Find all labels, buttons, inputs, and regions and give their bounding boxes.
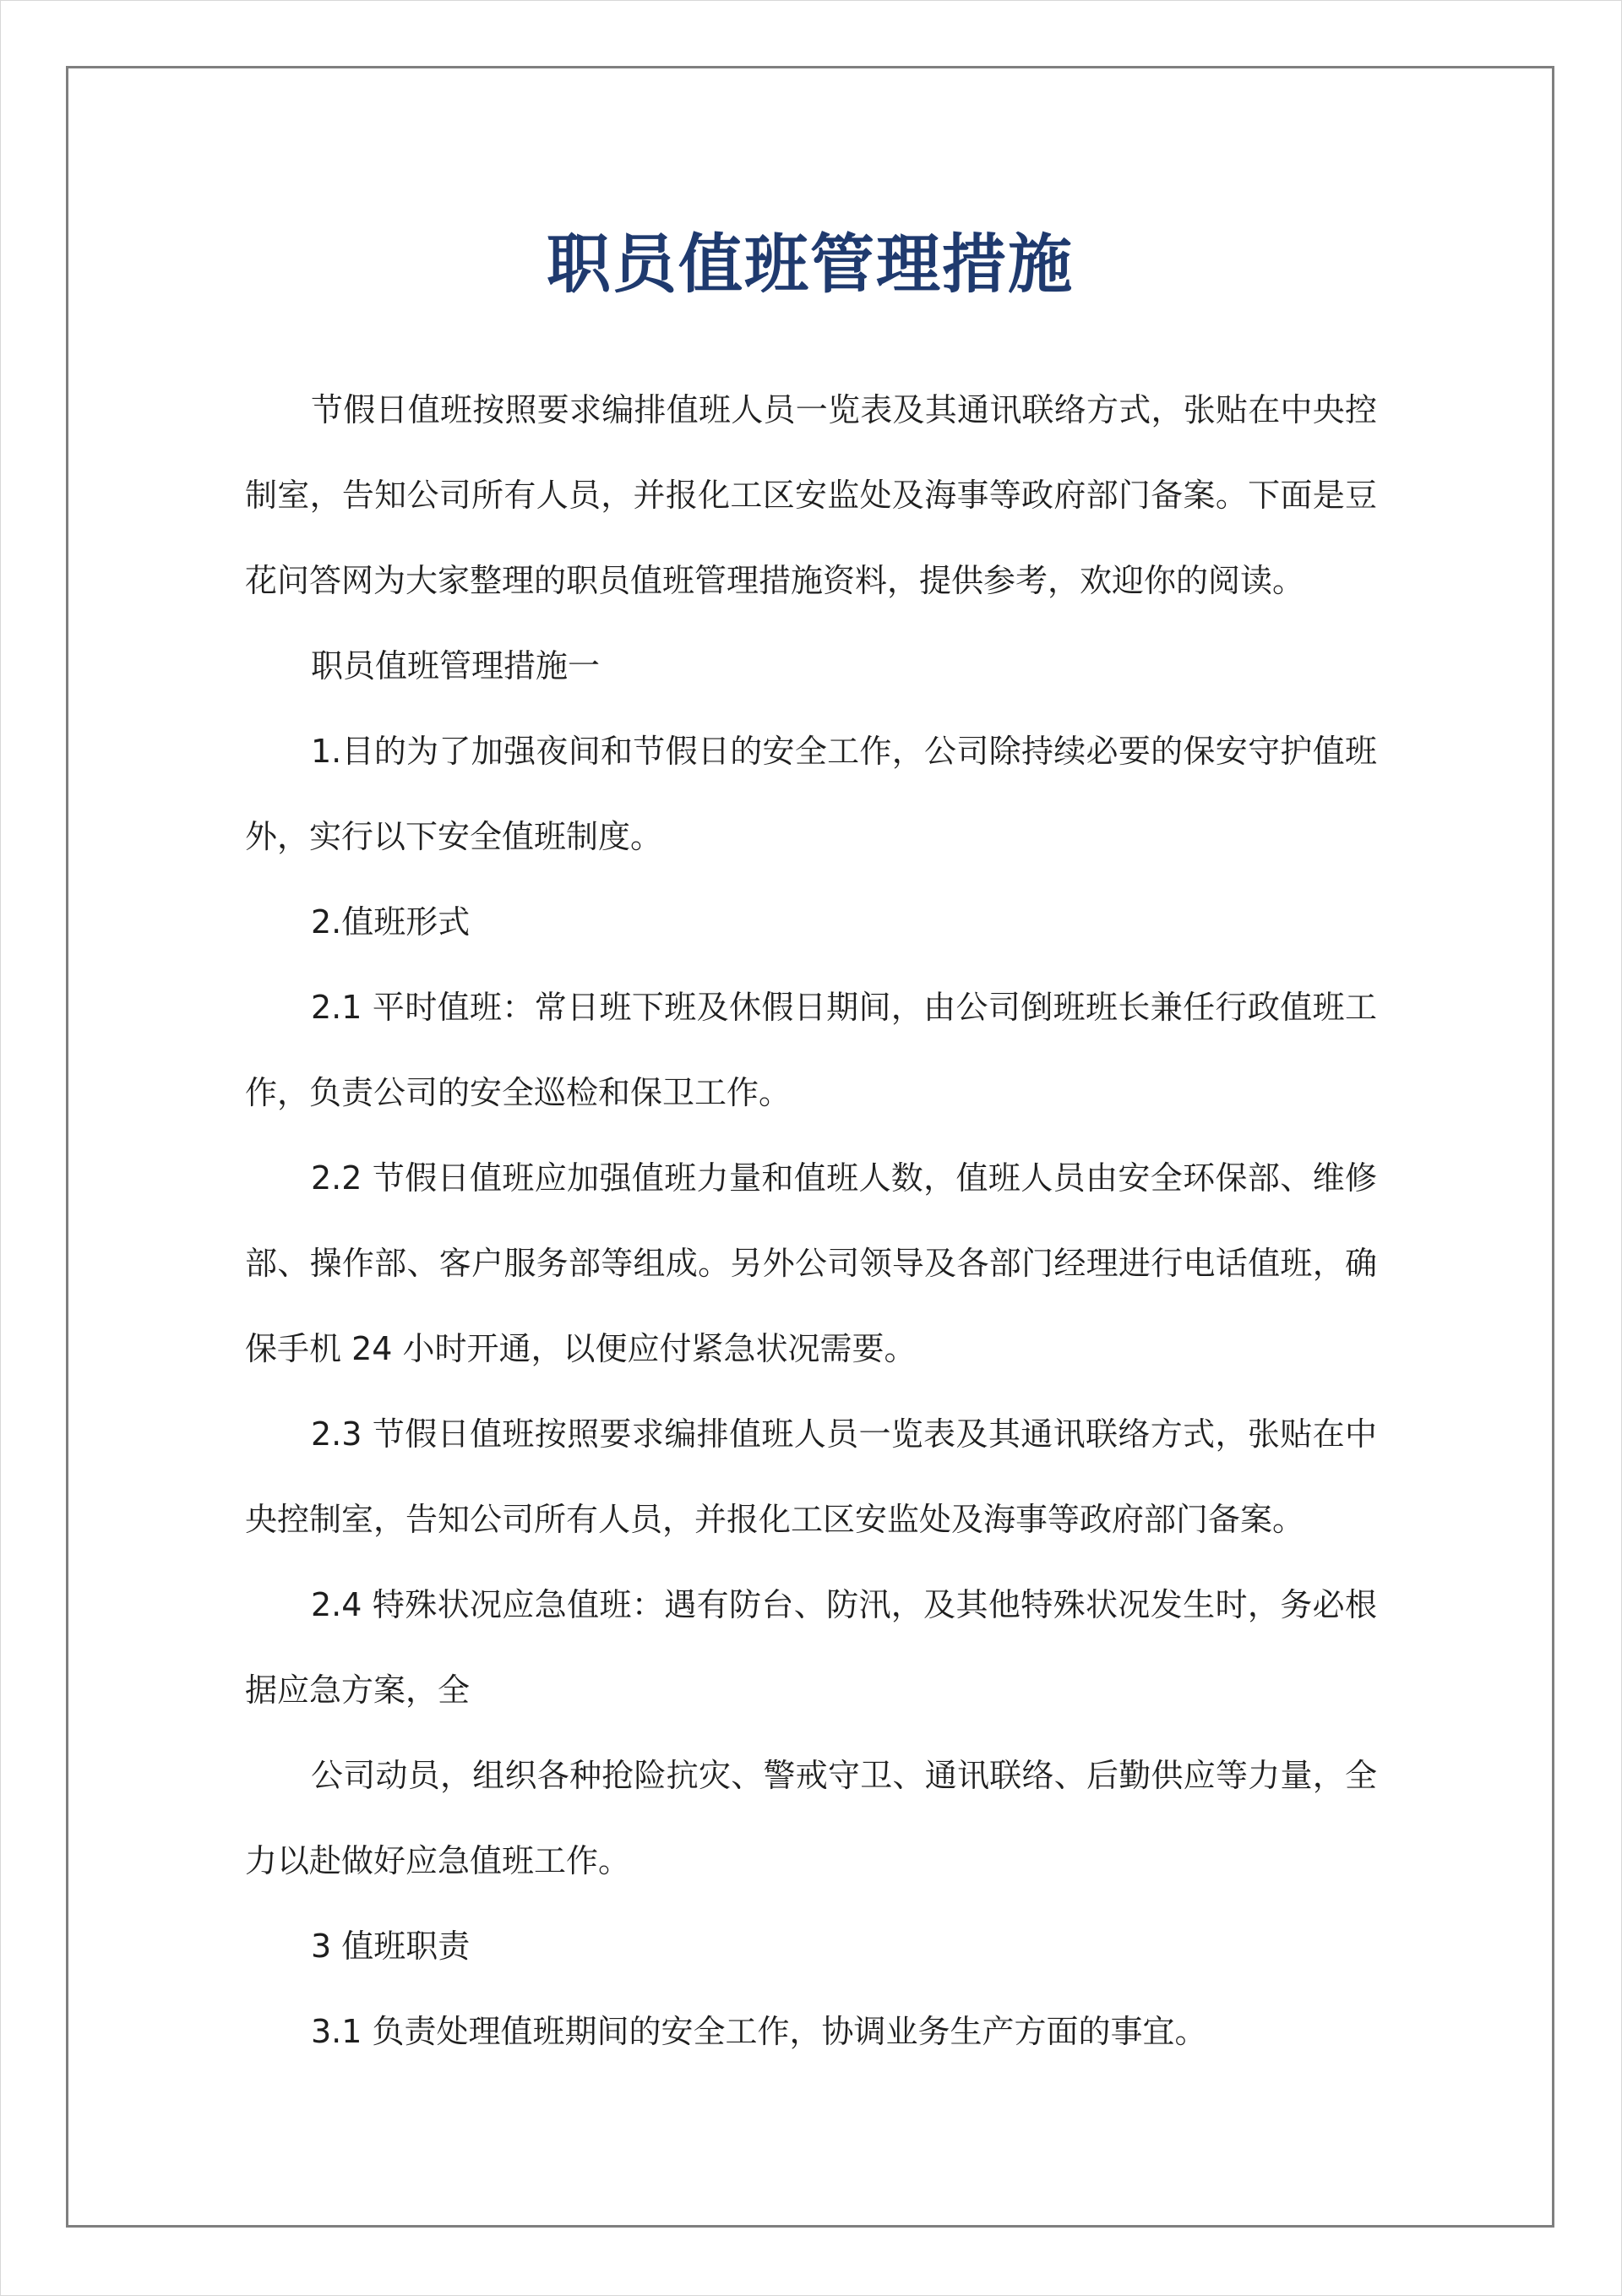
- purpose-paragraph: 1.目的为了加强夜间和节假日的安全工作，公司除持续必要的保安守护值班外，实行以下安全值班制度。: [245, 733, 1377, 855]
- clause-paragraph: 2.1 平时值班：常日班下班及休假日期间，由公司倒班班长兼任行政值班工作，负责公司的安全巡检和保卫工作。: [245, 989, 1377, 1111]
- section-heading: 职员值班管理措施一: [311, 647, 601, 684]
- document-title: 职员值班管理措施: [547, 226, 1074, 302]
- clause-paragraph: 2.2 节假日值班应加强值班力量和值班人数，值班人员由安全环保部、维修部、操作部、客户服务部等组成。另外公司领导及各部门经理进行电话值班，确保手机 24 小时开通，以便应付紧急状况需要。: [245, 1159, 1377, 1367]
- clause-paragraph: 2.4 特殊状况应急值班：遇有防台、防汛，及其他特殊状况发生时，务必根据应急方案，全: [245, 1586, 1377, 1709]
- clause-paragraph: 公司动员，组织各种抢险抗灾、警戒守卫、通讯联络、后勤供应等力量，全力以赴做好应急值班工作。: [245, 1757, 1377, 1879]
- clause-paragraph: 3.1 负责处理值班期间的安全工作，协调业务生产方面的事宜。: [311, 2013, 1207, 2050]
- clause-paragraph: 2.3 节假日值班按照要求编排值班人员一览表及其通讯联络方式，张贴在中央控制室，告知公司所有人员，并报化工区安监处及海事等政府部门备案。: [245, 1415, 1377, 1538]
- document-body: [245, 368, 1377, 2075]
- section-heading: 3 值班职责: [311, 1928, 471, 1965]
- section-heading: 2.值班形式: [311, 903, 471, 941]
- intro-paragraph: 节假日值班按照要求编排值班人员一览表及其通讯联络方式，张贴在中央控制室，告知公司所有人员，并报化工区安监处及海事等政府部门备案。下面是豆花问答网为大家整理的职员值班管理措施资料，提供参考，欢迎你的阅读。: [245, 391, 1377, 599]
